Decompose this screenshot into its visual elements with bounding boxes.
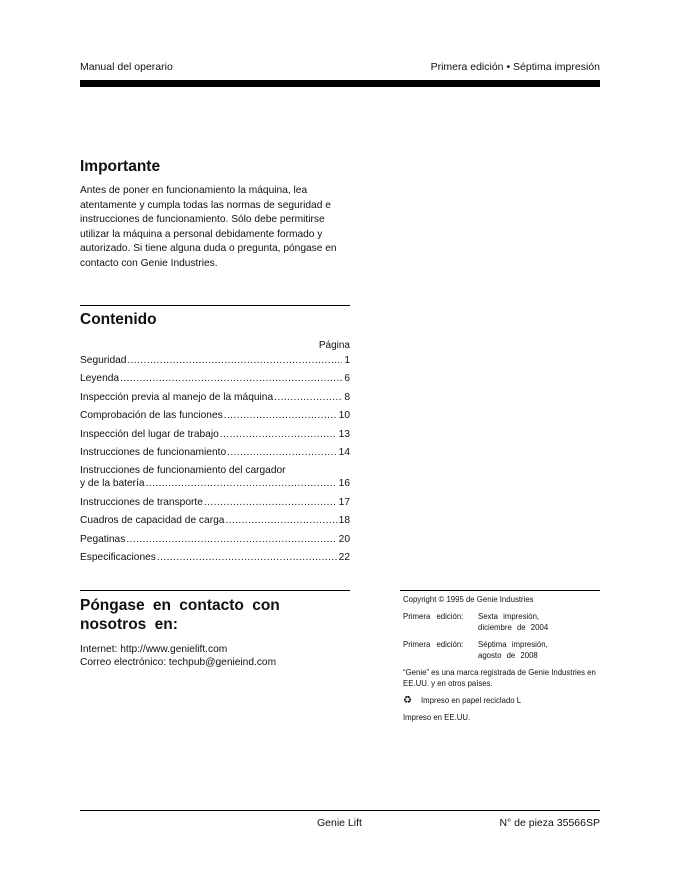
divider	[80, 590, 350, 591]
header-edition: Primera edición • Séptima impresión	[430, 61, 600, 73]
contact-website[interactable]: Internet: http://www.genielift.com	[80, 644, 228, 655]
toc-item[interactable]	[80, 464, 350, 490]
toc-item-label-2: y de la batería	[80, 478, 145, 490]
edition-date: diciembre de 2004	[478, 623, 549, 632]
toc-item-page: 10	[338, 410, 350, 422]
toc-item-page: 6	[344, 373, 350, 385]
toc-item-label: Inspección previa al manejo de la máquina	[80, 391, 274, 403]
toc-item[interactable]	[80, 372, 350, 385]
toc-leader	[224, 409, 337, 422]
importante-heading: Importante	[80, 158, 161, 175]
importante-body: Antes de poner en funcionamiento la máquina, lea atentamente y cumpla todas las normas de seguridad e instrucciones de funcionamiento. Sólo debe permitirse utilizar la máquina a personal debidamente formado y autorizado. Si tiene alguna duda o pregunta, póngase en contacto con Genie Industries.	[80, 185, 337, 269]
divider	[400, 590, 600, 591]
edition-entry	[403, 611, 600, 633]
divider	[80, 305, 350, 306]
toc-item-continuation	[80, 477, 350, 490]
copyright-block	[403, 594, 600, 729]
toc-leader	[225, 514, 336, 527]
contenido-heading: Contenido	[80, 311, 157, 328]
toc-item-label: Seguridad	[80, 355, 127, 366]
toc-item-label: Inspección del lugar de trabajo	[80, 428, 219, 440]
toc-item-label: Leyenda	[80, 373, 120, 385]
toc-leader	[204, 496, 337, 509]
toc-item[interactable]	[80, 533, 350, 546]
trademark-notice: “Genie” es una marca registrada de Genie Industries en EE.UU. y en otros países.	[403, 668, 596, 688]
contact-heading-line2: nosotros en:	[80, 616, 178, 633]
toc-leader	[120, 372, 342, 385]
toc-item-label: Pegatinas	[80, 533, 126, 545]
edition-label: Primera edición:	[403, 640, 464, 649]
toc-item-page: 14	[338, 446, 350, 458]
edition-date: agosto de 2008	[478, 651, 538, 660]
toc-leader	[220, 428, 337, 441]
contact-heading	[80, 596, 350, 634]
toc-item-page: 13	[338, 428, 350, 440]
contact-email[interactable]: Correo electrónico: techpub@genieind.com	[80, 657, 277, 668]
toc-item-label: Instrucciones de funcionamiento	[80, 446, 227, 458]
toc-item-label: Instrucciones de transporte	[80, 496, 203, 508]
toc-item-page: 20	[338, 533, 350, 545]
toc-leader	[146, 477, 337, 490]
toc-leader	[126, 533, 336, 546]
toc-leader	[127, 354, 342, 367]
toc-item-label: Instrucciones de funcionamiento del cargador	[80, 465, 286, 477]
toc-item-page: 16	[338, 478, 350, 490]
toc-item[interactable]	[80, 354, 350, 367]
contact-heading-line1: Póngase en contacto con	[80, 597, 280, 614]
edition-entry	[403, 639, 600, 661]
toc-item[interactable]	[80, 409, 350, 422]
toc-item-page: 18	[338, 515, 350, 527]
toc-leader	[227, 446, 337, 459]
toc-item-page: 22	[338, 551, 350, 563]
toc-item-label: Especificaciones	[80, 551, 156, 563]
toc-item[interactable]	[80, 428, 350, 441]
toc-item[interactable]	[80, 496, 350, 509]
toc-item-label: Cuadros de capacidad de carga	[80, 515, 225, 527]
copyright-line: Copyright © 1995 de Genie Industries	[403, 595, 534, 604]
printed-in: Impreso en EE.UU.	[403, 713, 471, 722]
edition-label: Primera edición:	[403, 612, 464, 621]
recycle-icon: ♻	[403, 695, 412, 706]
toc-item-page: 8	[344, 391, 350, 403]
table-of-contents	[80, 354, 350, 569]
toc-page-header: Página	[318, 340, 350, 351]
toc-item[interactable]	[80, 391, 350, 404]
toc-leader	[157, 551, 337, 564]
toc-item-page: 17	[338, 496, 350, 508]
edition-value	[478, 611, 600, 633]
recycled-text: Impreso en papel reciclado L	[421, 696, 522, 705]
footer-rule	[80, 810, 600, 811]
toc-item-page: 1	[344, 355, 350, 366]
toc-item-label: Comprobación de las funciones	[80, 410, 223, 422]
footer-product: Genie Lift	[317, 817, 362, 829]
header-manual-title: Manual del operario	[80, 61, 173, 73]
edition-value	[478, 639, 600, 661]
toc-item[interactable]	[80, 514, 350, 527]
toc-item[interactable]	[80, 551, 350, 564]
footer-part-number: N° de pieza 35566SP	[499, 817, 600, 829]
edition-printing: Sexta impresión,	[478, 612, 540, 621]
contact-details	[80, 643, 276, 669]
header-rule	[80, 80, 600, 87]
edition-printing: Séptima impresión,	[478, 640, 548, 649]
toc-leader	[274, 391, 342, 404]
recycled-notice	[403, 695, 600, 706]
toc-item[interactable]	[80, 446, 350, 459]
